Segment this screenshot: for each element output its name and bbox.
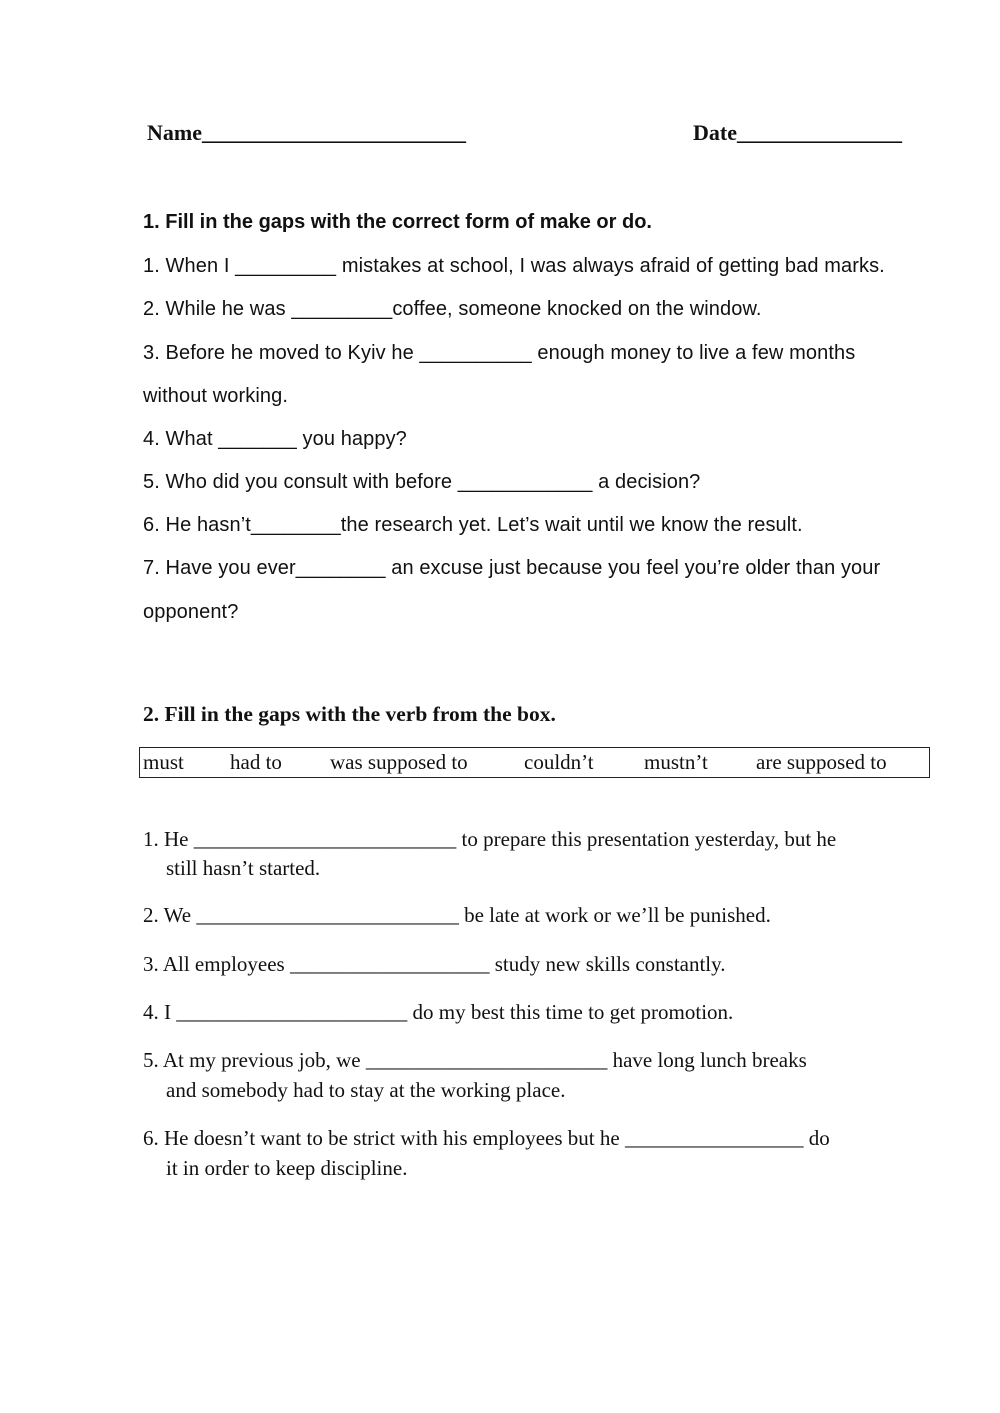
s2-line-5-cont: and somebody had to stay at the working place. (166, 1078, 566, 1102)
s1-line-7-cont: opponent? (143, 601, 239, 623)
s1-line-5: 5. Who did you consult with before ____________ a decision? (143, 471, 701, 493)
box-word: was supposed to (330, 750, 468, 774)
date-field-label: Date_______________ (693, 120, 902, 145)
s2-line-6-cont: it in order to keep discipline. (166, 1156, 408, 1180)
s2-line-2: 2. We _________________________ be late at work or we’ll be punished. (143, 903, 771, 927)
box-word: are supposed to (756, 750, 887, 774)
name-field-label: Name________________________ (147, 120, 466, 145)
s1-line-6: 6. He hasn’t________the research yet. Let’s wait until we know the result. (143, 514, 803, 536)
section-1-title: 1. Fill in the gaps with the correct form of make or do. (143, 211, 652, 233)
s2-line-5: 5. At my previous job, we _______________________ have long lunch breaks (143, 1048, 807, 1072)
section-2-title: 2. Fill in the gaps with the verb from the box. (143, 702, 556, 726)
box-word: mustn’t (644, 750, 708, 774)
s1-line-2: 2. While he was _________coffee, someone knocked on the window. (143, 298, 762, 320)
s1-line-1: 1. When I _________ mistakes at school, I was always afraid of getting bad marks. (143, 255, 885, 277)
s2-line-4: 4. I ______________________ do my best this time to get promotion. (143, 1000, 734, 1024)
s1-line-4: 4. What _______ you happy? (143, 428, 407, 450)
s2-line-1-cont: still hasn’t started. (166, 856, 321, 880)
s1-line-3: 3. Before he moved to Kyiv he __________ enough money to live a few months (143, 342, 856, 364)
s2-line-1: 1. He _________________________ to prepare this presentation yesterday, but he (143, 827, 837, 851)
s2-line-3: 3. All employees ___________________ study new skills constantly. (143, 952, 726, 976)
word-box (139, 747, 930, 778)
box-word: must (143, 750, 184, 774)
s1-line-7: 7. Have you ever________ an excuse just because you feel you’re older than your (143, 557, 881, 579)
s2-line-6: 6. He doesn’t want to be strict with his employees but he _________________ do (143, 1126, 830, 1150)
s1-line-3-cont: without working. (143, 385, 288, 407)
box-word: couldn’t (524, 750, 594, 774)
box-word: had to (230, 750, 282, 774)
